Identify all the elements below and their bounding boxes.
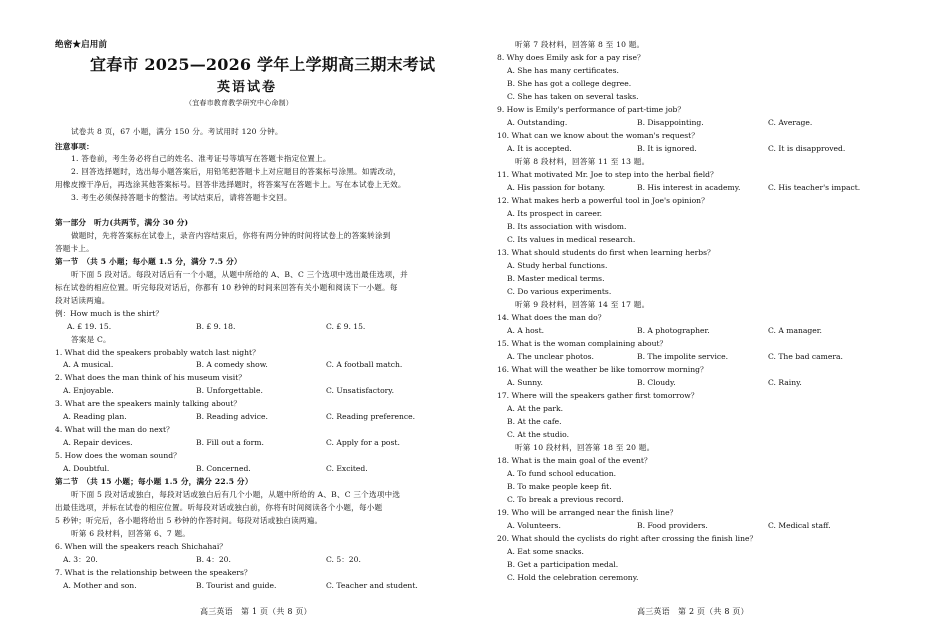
example-option-a: A. £ 19. 15.	[67, 322, 112, 331]
q10-option-a: A. It is accepted.	[507, 144, 572, 153]
question-8: 8. Why does Emily ask for a pay rise？	[497, 53, 645, 62]
listen-9-heading: 听第 9 段材料，回答第 14 至 17 题。	[515, 300, 650, 309]
note-3: 3. 考生必须保持答题卡的整洁。考试结束后，请将答题卡交回。	[71, 193, 292, 202]
section2-inst-c: 5 秒钟；听完后，各小题将给出 5 秒钟的作答时间。每段对话或独白读两遍。	[55, 516, 323, 525]
q17-option-c: C. At the studio.	[507, 430, 570, 439]
q4-option-c: C. Apply for a post.	[326, 438, 400, 447]
question-20: 20. What should the cyclists do right after crossing the finish line？	[497, 534, 758, 543]
q9-option-a: A. Outstanding.	[507, 118, 568, 127]
q10-option-b: B. It is ignored.	[637, 144, 697, 153]
question-18: 18. What is the main goal of the event？	[497, 456, 652, 465]
question-13: 13. What should students do first when learning herbs？	[497, 248, 715, 257]
q11-option-c: C. His teacher's impact.	[768, 183, 861, 192]
q14-option-c: C. A manager.	[768, 326, 822, 335]
q8-option-a: A. She has many certificates.	[507, 66, 619, 75]
section1-inst-b: 标在试卷的相应位置。听完每段对话后，你都有 10 秒钟的时间来回答有关小题和阅读下一小题。每	[55, 283, 398, 292]
section1-inst-a: 听下面 5 段对话。每段对话后有一个小题，从题中所给的 A、B、C 三个选项中选出最佳选项，并	[71, 270, 408, 279]
question-6: 6. When will the speakers reach Shichahai？	[55, 542, 227, 551]
question-10: 10. What can we know about the woman's request？	[497, 131, 699, 140]
q6-option-c: C. 5：20.	[326, 555, 361, 564]
question-11: 11. What motivated Mr. Joe to step into the herbal field？	[497, 170, 718, 179]
q1-option-c: C. A football match.	[326, 360, 403, 369]
q3-option-b: B. Reading advice.	[196, 412, 268, 421]
q3-option-a: A. Reading plan.	[63, 412, 127, 421]
q13-option-b: B. Master medical terms.	[507, 274, 605, 283]
question-4: 4. What will the man do next？	[55, 425, 174, 434]
q10-option-c: C. It is disapproved.	[768, 144, 846, 153]
q19-option-c: C. Medical staff.	[768, 521, 831, 530]
question-14: 14. What does the man do？	[497, 313, 606, 322]
q4-option-a: A. Repair devices.	[63, 438, 133, 447]
part1-intro-b: 答题卡上。	[55, 244, 94, 253]
listen-10-heading: 听第 10 段材料，回答第 18 至 20 题。	[515, 443, 655, 452]
question-19: 19. Who will be arranged near the finish line？	[497, 508, 678, 517]
listen-7-heading: 听第 7 段材料，回答第 8 至 10 题。	[515, 40, 645, 49]
q5-option-c: C. Excited.	[326, 464, 368, 473]
q16-option-c: C. Rainy.	[768, 378, 802, 387]
listen-8-heading: 听第 8 段材料，回答第 11 至 13 题。	[515, 157, 650, 166]
exam-issuer: （宜春市教育教学研究中心命制）	[185, 99, 293, 107]
q11-option-b: B. His interest in academy.	[637, 183, 741, 192]
q18-option-c: C. To break a previous record.	[507, 495, 624, 504]
question-3: 3. What are the speakers mainly talking about？	[55, 399, 241, 408]
q6-option-b: B. 4：20.	[196, 555, 231, 564]
question-16: 16. What will the weather be like tomorrow morning？	[497, 365, 708, 374]
q2-option-a: A. Enjoyable.	[63, 386, 114, 395]
q8-option-b: B. She has got a college degree.	[507, 79, 632, 88]
q1-option-a: A. A musical.	[63, 360, 114, 369]
q9-option-b: B. Disappointing.	[637, 118, 704, 127]
q7-option-b: B. Tourist and guide.	[196, 581, 277, 590]
q5-option-b: B. Concerned.	[196, 464, 251, 473]
q12-option-c: C. Its values in medical research.	[507, 235, 636, 244]
section2-title: 第二节 （共 15 小题；每小题 1.5 分，满分 22.5 分）	[55, 477, 253, 486]
question-1: 1. What did the speakers probably watch last night？	[55, 348, 260, 357]
note-2a: 2. 回答选择题时，选出每小题答案后，用铅笔把答题卡上对应题目的答案标号涂黑。如需改动，	[71, 167, 401, 176]
question-7: 7. What is the relationship between the speakers？	[55, 568, 252, 577]
q16-option-a: A. Sunny.	[507, 378, 543, 387]
exam-subtitle: 英语试卷	[217, 80, 278, 95]
q9-option-c: C. Average.	[768, 118, 813, 127]
question-17: 17. Where will the speakers gather first tomorrow？	[497, 391, 699, 400]
section2-inst-b: 出最佳选项，并标在试卷的相应位置。听每段对话或独白前，你将有时间阅读各个小题，每小题	[55, 503, 383, 512]
section2-inst-a: 听下面 5 段对话或独白，每段对话或独白后有几个小题，从题中所给的 A、B、C 三个选项中选	[71, 490, 401, 499]
q18-option-a: A. To fund school education.	[507, 469, 617, 478]
exam-title: 宜春市 2025—2026 学年上学期高三期末考试	[90, 55, 436, 74]
example-question: 例：How much is the shirt？	[55, 309, 164, 318]
section1-title: 第一节 （共 5 小题；每小题 1.5 分，满分 7.5 分）	[55, 257, 242, 266]
question-9: 9. How is Emily's performance of part-time job？	[497, 105, 685, 114]
q12-option-b: B. Its association with wisdom.	[507, 222, 627, 231]
q13-option-a: A. Study herbal functions.	[507, 261, 608, 270]
note-2b: 用橡皮擦干净后，再选涂其他答案标号。回答非选择题时，将答案写在答题卡上。写在本试卷上无效。	[55, 180, 406, 189]
q16-option-b: B. Cloudy.	[637, 378, 676, 387]
left-page-footer: 高三英语 第 1 页（共 8 页）	[200, 607, 312, 616]
q6-option-a: A. 3：20.	[63, 555, 98, 564]
q14-option-a: A. A host.	[507, 326, 545, 335]
q15-option-b: B. The impolite service.	[637, 352, 729, 361]
right-page-footer: 高三英语 第 2 页（共 8 页）	[637, 607, 749, 616]
q18-option-b: B. To make people keep fit.	[507, 482, 612, 491]
q7-option-c: C. Teacher and student.	[326, 581, 418, 590]
q3-option-c: C. Reading preference.	[326, 412, 416, 421]
question-2: 2. What does the man think of his museum visit？	[55, 373, 246, 382]
q1-option-b: B. A comedy show.	[196, 360, 268, 369]
part1-title: 第一部分 听力(共两节，满分 30 分)	[55, 218, 189, 227]
q14-option-b: B. A photographer.	[637, 326, 710, 335]
question-15: 15. What is the woman complaining about？	[497, 339, 668, 348]
notes-title: 注意事项：	[55, 142, 94, 151]
confidential-mark: 绝密★启用前	[55, 40, 108, 50]
q20-option-c: C. Hold the celebration ceremony.	[507, 573, 639, 582]
q15-option-a: A. The unclear photos.	[507, 352, 594, 361]
q2-option-c: C. Unsatisfactory.	[326, 386, 394, 395]
exam-intro: 试卷共 8 页，67 小题，满分 150 分。考试用时 120 分钟。	[71, 127, 283, 136]
question-5: 5. How does the woman sound？	[55, 451, 181, 460]
q13-option-c: C. Do various experiments.	[507, 287, 612, 296]
q11-option-a: A. His passion for botany.	[507, 183, 606, 192]
example-option-c: C. £ 9. 15.	[326, 322, 366, 331]
q15-option-c: C. The bad camera.	[768, 352, 843, 361]
part1-intro-a: 做题时，先将答案标在试卷上，录音内容结束后，你将有两分钟的时间将试卷上的答案转涂到	[71, 231, 391, 240]
q12-option-a: A. Its prospect in career.	[507, 209, 603, 218]
q19-option-b: B. Food providers.	[637, 521, 708, 530]
example-answer: 答案是 C。	[71, 335, 111, 344]
q7-option-a: A. Mother and son.	[63, 581, 137, 590]
q20-option-a: A. Eat some snacks.	[507, 547, 584, 556]
q2-option-b: B. Unforgettable.	[196, 386, 263, 395]
example-option-b: B. £ 9. 18.	[196, 322, 236, 331]
q17-option-a: A. At the park.	[507, 404, 564, 413]
q17-option-b: B. At the cafe.	[507, 417, 562, 426]
q8-option-c: C. She has taken on several tasks.	[507, 92, 639, 101]
q5-option-a: A. Doubtful.	[63, 464, 110, 473]
listen-6-heading: 听第 6 段材料，回答第 6、7 题。	[71, 529, 191, 538]
q4-option-b: B. Fill out a form.	[196, 438, 264, 447]
note-1: 1. 答卷前，考生务必将自己的姓名、准考证号等填写在答题卡指定位置上。	[71, 154, 331, 163]
section1-inst-c: 段对话读两遍。	[55, 296, 110, 305]
q19-option-a: A. Volunteers.	[507, 521, 561, 530]
q20-option-b: B. Get a participation medal.	[507, 560, 619, 569]
question-12: 12. What makes herb a powerful tool in Joe's opinion？	[497, 196, 709, 205]
